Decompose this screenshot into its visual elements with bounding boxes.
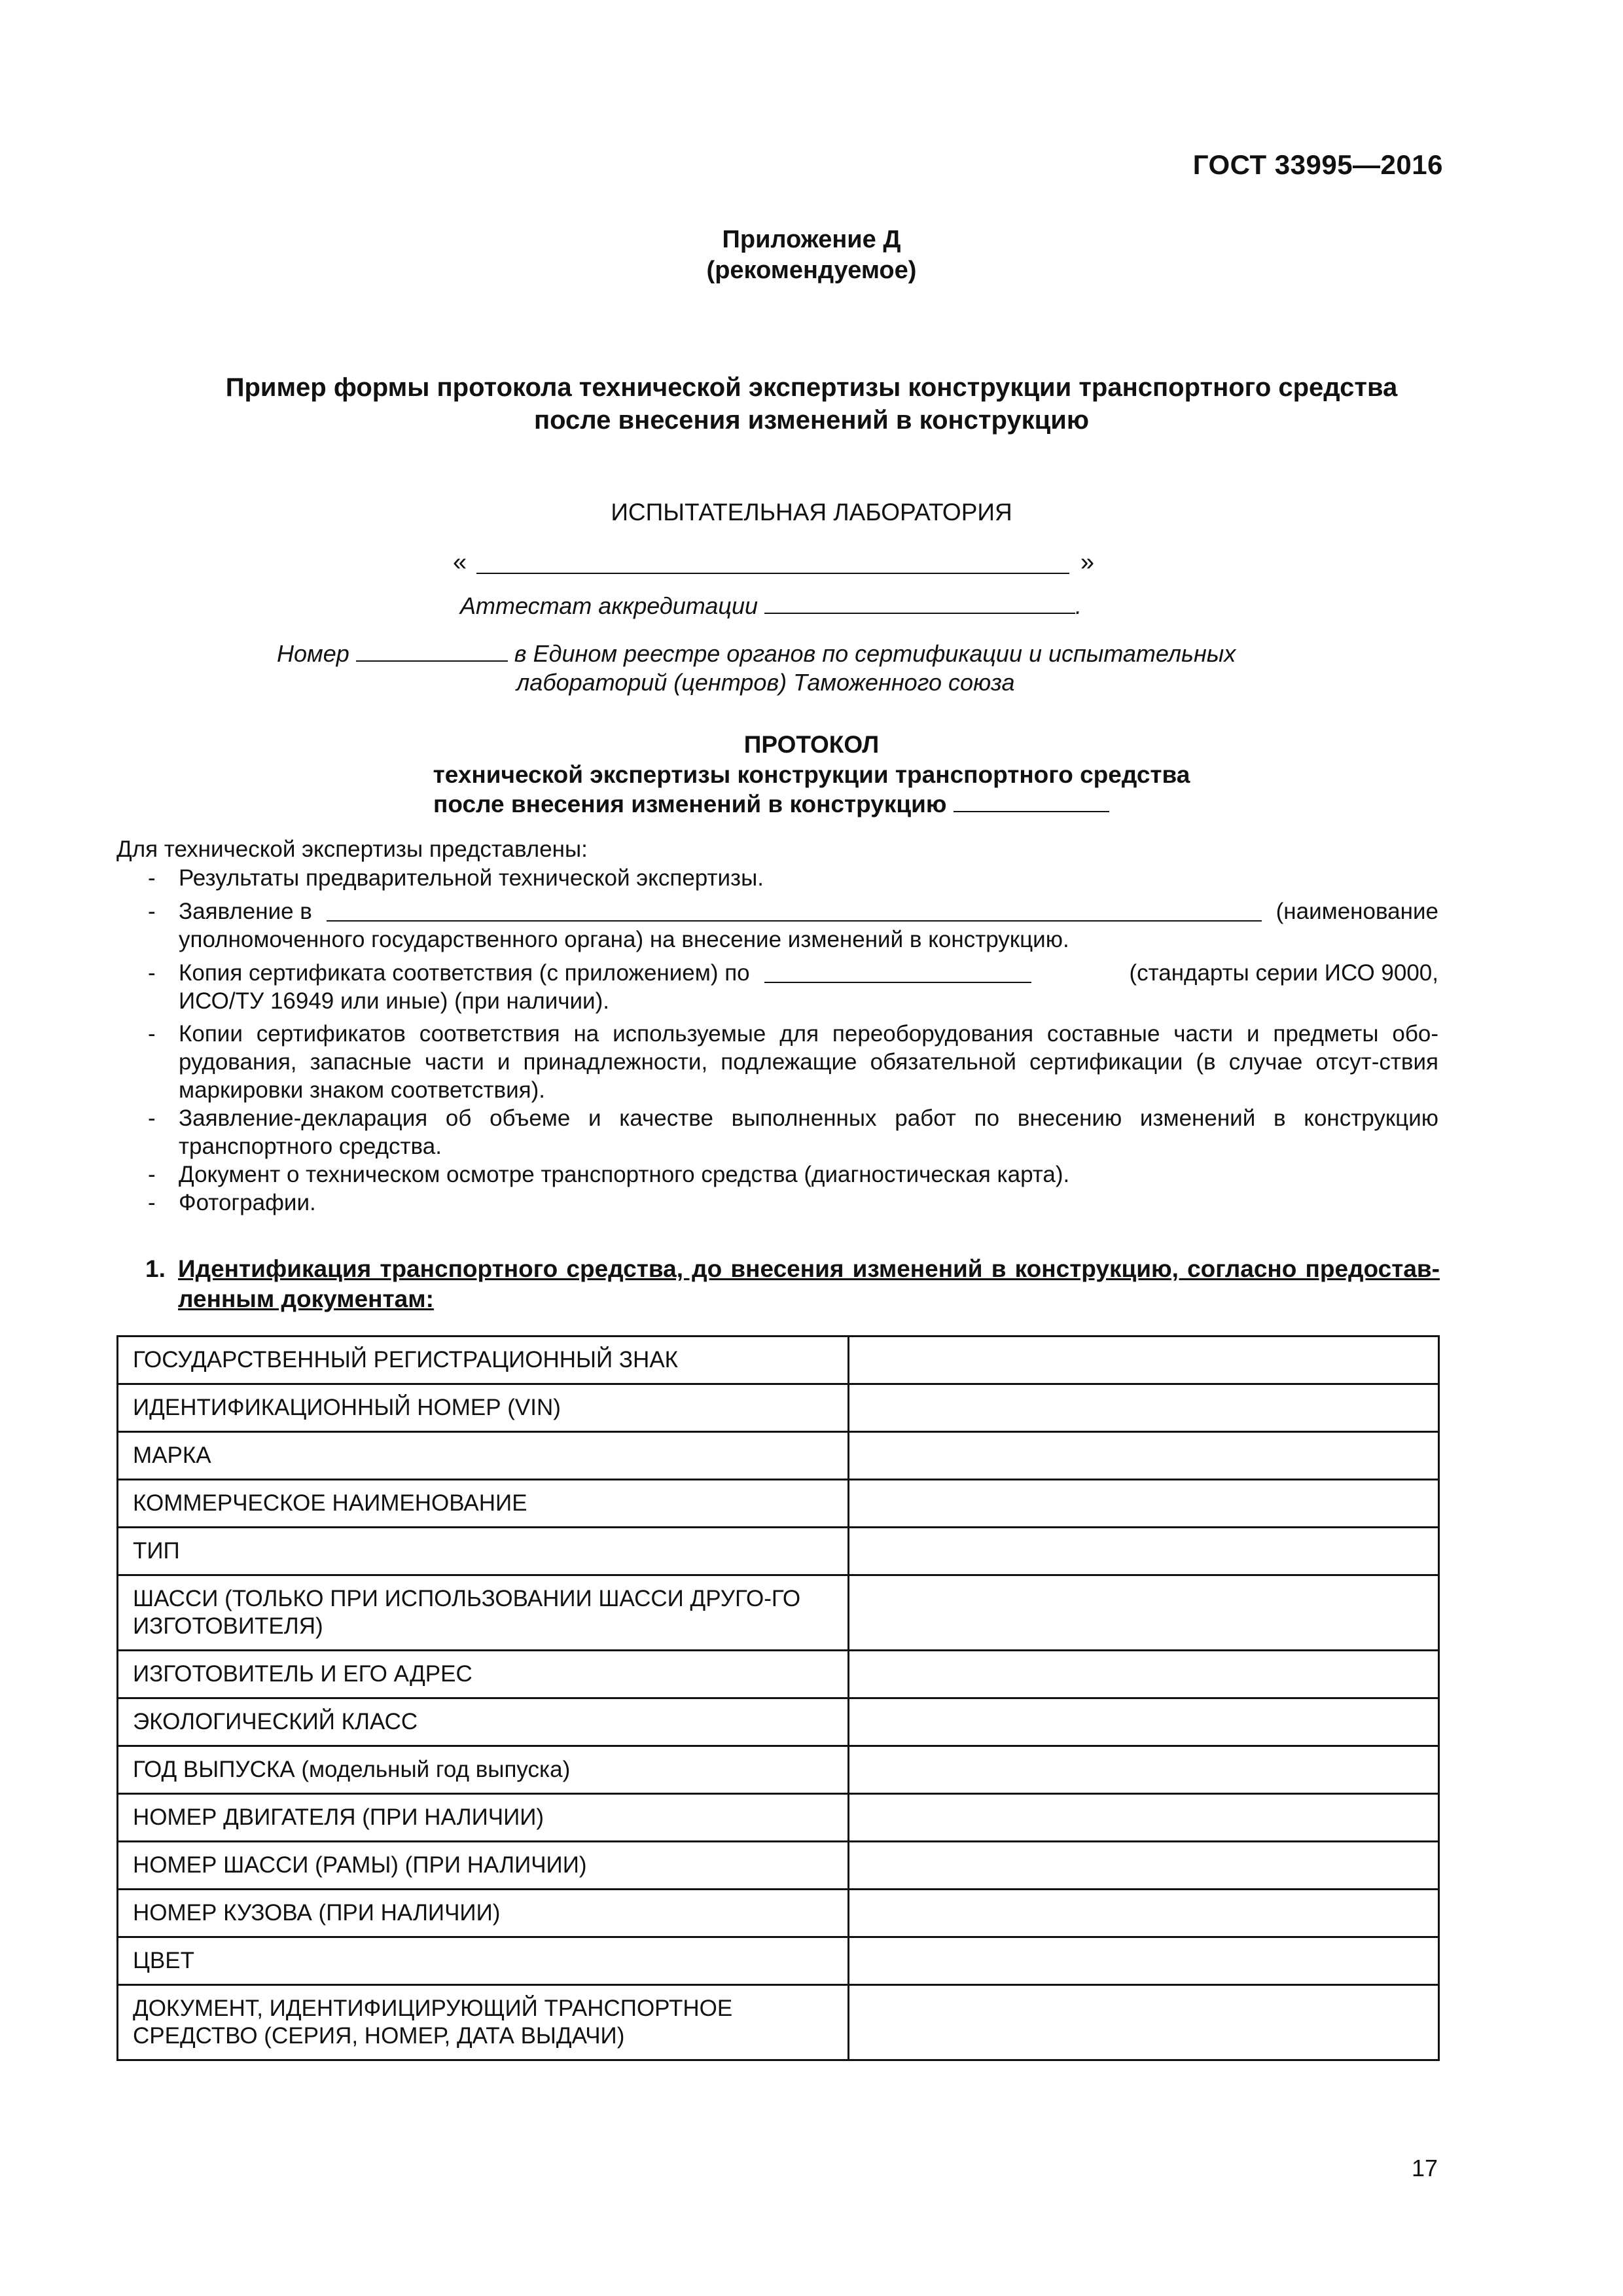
quote-close: » (1080, 548, 1094, 576)
list-item (116, 1104, 1438, 1160)
registry-number-blank[interactable] (356, 641, 508, 662)
documents-intro: Для технической экспертизы представлены: (116, 836, 588, 862)
laboratory-name-blank[interactable] (476, 573, 1069, 574)
table-label-cell: НОМЕР КУЗОВА (ПРИ НАЛИЧИИ) (118, 1890, 849, 1937)
table-label-cell: ИЗГОТОВИТЕЛЬ И ЕГО АДРЕС (118, 1651, 849, 1698)
table-row (118, 1528, 1439, 1575)
table-row (118, 1890, 1439, 1937)
table-row (118, 1384, 1439, 1432)
protocol-title: ПРОТОКОЛ (743, 731, 880, 758)
table-value-cell[interactable] (849, 1698, 1439, 1746)
list-item-text: (наименование (1275, 899, 1438, 924)
table-value-cell[interactable] (849, 1937, 1439, 1985)
list-item-text: ИСО/ТУ 16949 или иные) (при наличии). (179, 988, 609, 1014)
accreditation-blank[interactable] (764, 593, 1075, 614)
protocol-subtitle-1: технической экспертизы конструкции транспортного средства (433, 761, 1190, 788)
table-value-cell[interactable] (849, 1384, 1439, 1432)
list-item-text: Фотографии. (179, 1190, 316, 1215)
main-title-line-2: после внесения изменений в конструкцию (533, 406, 1090, 435)
section-number: 1. (145, 1255, 166, 1282)
list-item-text: (стандарты серии ИСО 9000, (1129, 960, 1438, 986)
table-value-cell[interactable] (849, 1794, 1439, 1842)
accreditation-row (460, 592, 1082, 620)
table-label-cell: МАРКА (118, 1432, 849, 1480)
table-row (118, 1575, 1439, 1651)
table-value-cell[interactable] (849, 1746, 1439, 1794)
table-label-cell: НОМЕР ДВИГАТЕЛЯ (ПРИ НАЛИЧИИ) (118, 1794, 849, 1842)
list-item (116, 959, 1438, 1015)
list-item-text: уполномоченного государственного органа) на внесение изменений в конструкцию. (179, 927, 1069, 952)
list-item (116, 864, 1438, 892)
table-label-cell: ГОСУДАРСТВЕННЫЙ РЕГИСТРАЦИОННЫЙ ЗНАК (118, 1336, 849, 1384)
list-item-text: Заявление-декларация об объеме и качестве выполненных работ по внесению изменений в конструкцию транспортного средства. (179, 1105, 1438, 1159)
registry-number-label: Номер (277, 640, 349, 667)
vehicle-identification-table (116, 1335, 1440, 2061)
table-row (118, 1698, 1439, 1746)
page-number: 17 (1411, 2155, 1438, 2181)
table-value-cell[interactable] (849, 1890, 1439, 1937)
table-row (118, 1336, 1439, 1384)
list-item-text: Результаты предварительной технической экспертизы. (179, 865, 764, 891)
table-label-cell: ТИП (118, 1528, 849, 1575)
table-row (118, 1985, 1439, 2060)
table-row (118, 1432, 1439, 1480)
table-label-cell: ЭКОЛОГИЧЕСКИЙ КЛАСС (118, 1698, 849, 1746)
list-dash: - (148, 960, 156, 986)
appendix-note: (рекомендуемое) (706, 257, 917, 284)
standard-code: ГОСТ 33995—2016 (1192, 149, 1443, 180)
list-dash: - (148, 899, 156, 924)
table-row (118, 1651, 1439, 1698)
standard-blank[interactable] (764, 962, 1031, 983)
registry-number-row (277, 640, 1236, 668)
table-value-cell[interactable] (849, 1336, 1439, 1384)
list-item-text: Заявление в (179, 899, 312, 924)
table-label-cell: ИДЕНТИФИКАЦИОННЫЙ НОМЕР (VIN) (118, 1384, 849, 1432)
list-dash: - (148, 1021, 156, 1047)
table-value-cell[interactable] (849, 1432, 1439, 1480)
list-item (116, 1189, 1438, 1217)
list-item (116, 897, 1438, 954)
list-dash: - (148, 1105, 156, 1131)
table-row (118, 1842, 1439, 1890)
table-label-cell: КОММЕРЧЕСКОЕ НАИМЕНОВАНИЕ (118, 1480, 849, 1528)
protocol-subtitle-2-row (433, 791, 1109, 818)
laboratory-name-field[interactable] (453, 548, 1094, 581)
protocol-blank[interactable] (954, 791, 1109, 812)
list-item-text: Копия сертификата соответствия (с приложением) по (179, 960, 750, 986)
protocol-subtitle-2: после внесения изменений в конструкцию (433, 791, 947, 817)
list-item-text: Документ о техническом осмотре транспортного средства (диагностическая карта). (179, 1162, 1070, 1187)
table-value-cell[interactable] (849, 1480, 1439, 1528)
laboratory-heading: ИСПЫТАТЕЛЬНАЯ ЛАБОРАТОРИЯ (611, 499, 1012, 526)
table-value-cell[interactable] (849, 1528, 1439, 1575)
registry-text-line-2: лабораторий (центров) Таможенного союза (516, 669, 1015, 696)
list-item (116, 1160, 1438, 1189)
table-label-cell: ШАССИ (ТОЛЬКО ПРИ ИСПОЛЬЗОВАНИИ ШАССИ ДРУГО-ГО ИЗГОТОВИТЕЛЯ) (118, 1575, 849, 1651)
table-label-cell: ГОД ВЫПУСКА (модельный год выпуска) (118, 1746, 849, 1794)
section-1-heading (145, 1254, 1440, 1314)
accreditation-end: . (1075, 592, 1082, 619)
accreditation-label: Аттестат аккредитации (460, 592, 758, 619)
list-dash: - (148, 865, 156, 891)
table-row (118, 1937, 1439, 1985)
appendix-title: Приложение Д (722, 226, 901, 253)
list-dash: - (148, 1190, 156, 1215)
table-label-cell: ЦВЕТ (118, 1937, 849, 1985)
table-value-cell[interactable] (849, 1575, 1439, 1651)
list-item-text: Копии сертификатов соответствия на используемые для переоборудования составные части и предметы обо-рудования, запасные части и принадлежности, подлежащие обязательной сертификации (в случае отсут-ствия маркировки знаком соответствия). (179, 1021, 1438, 1103)
registry-text-line-1: в Едином реестре органов по сертификации и испытательных (514, 640, 1236, 667)
list-item (116, 1020, 1438, 1104)
table-value-cell[interactable] (849, 1985, 1439, 2060)
section-title: Идентификация транспортного средства, до внесения изменений в конструкцию, согласно предостав-ленным документам: (178, 1255, 1440, 1312)
table-row (118, 1794, 1439, 1842)
quote-open: « (453, 548, 467, 576)
table-label-cell: НОМЕР ШАССИ (РАМЫ) (ПРИ НАЛИЧИИ) (118, 1842, 849, 1890)
main-title-line-1: Пример формы протокола технической экспертизы конструкции транспортного средства (225, 373, 1398, 402)
table-row (118, 1480, 1439, 1528)
table-label-cell: ДОКУМЕНТ, ИДЕНТИФИЦИРУЮЩИЙ ТРАНСПОРТНОЕ СРЕДСТВО (СЕРИЯ, НОМЕР, ДАТА ВЫДАЧИ) (118, 1985, 849, 2060)
list-dash: - (148, 1162, 156, 1187)
authority-blank[interactable] (327, 901, 1262, 922)
table-value-cell[interactable] (849, 1842, 1439, 1890)
table-value-cell[interactable] (849, 1651, 1439, 1698)
table-row (118, 1746, 1439, 1794)
documents-list (116, 864, 1438, 1217)
